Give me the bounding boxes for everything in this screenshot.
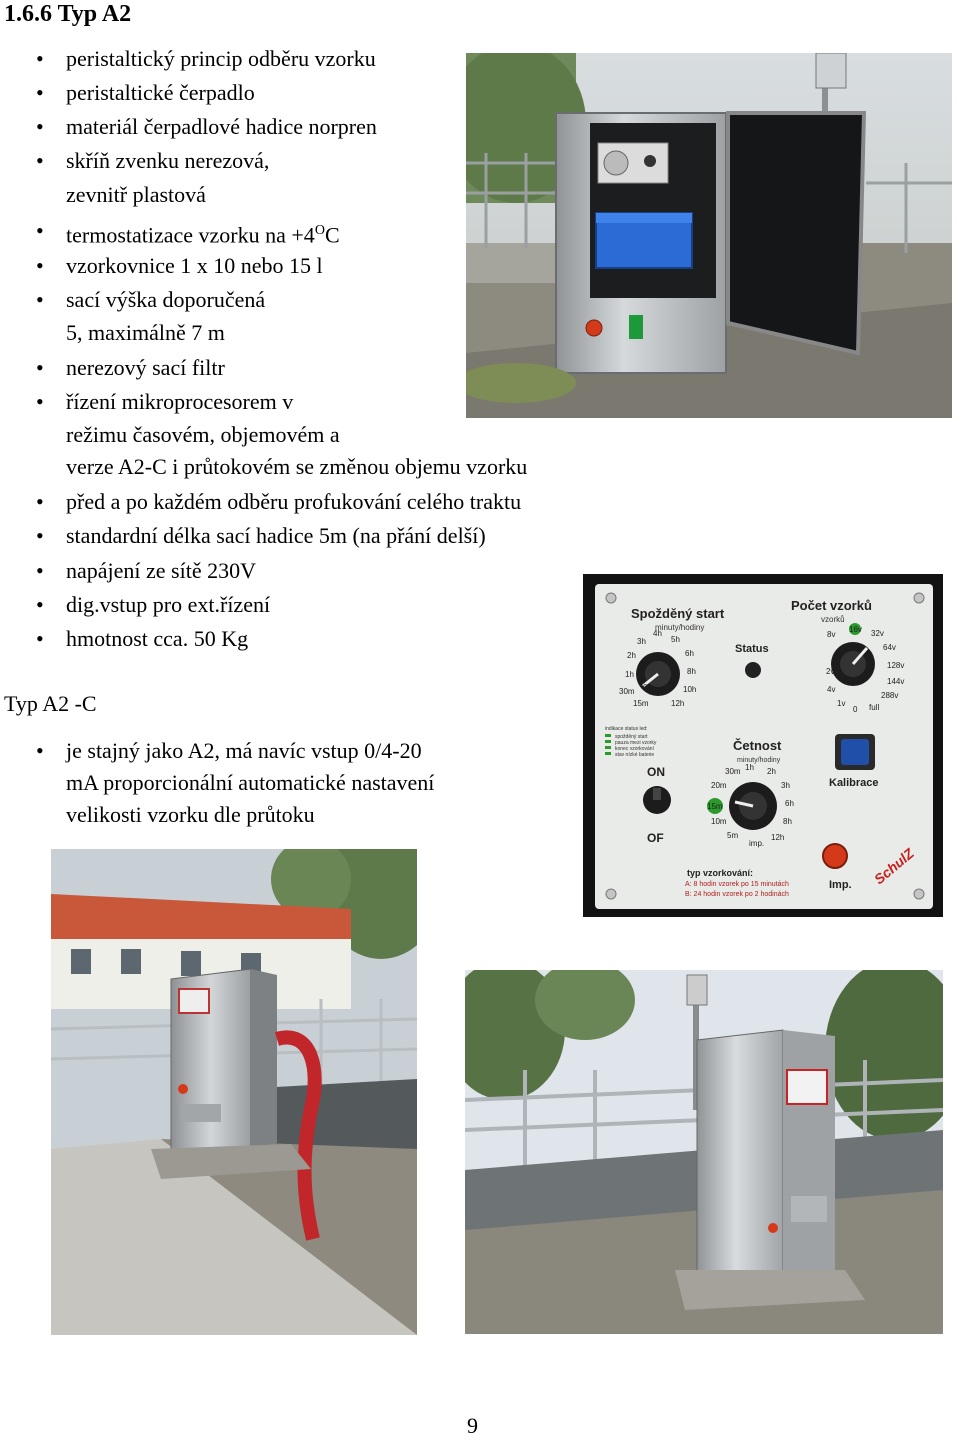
label-sampling-type: typ vzorkování:: [687, 868, 754, 878]
bullet-dot-icon: •: [36, 355, 44, 380]
photo-cabinet-with-hose: [51, 849, 417, 1335]
label-calibration: Kalibrace: [829, 777, 879, 789]
spec-item-continuation: režimu časovém, objemovém a: [66, 422, 340, 447]
bullet-dot-icon: •: [36, 287, 44, 312]
dial-tick: 12h: [671, 699, 685, 708]
label-frequency-unit: minuty/hodiny: [737, 757, 781, 764]
bullet-dot-icon: •: [36, 80, 44, 105]
spec-item: standardní délka sací hadice 5m (na přání delší): [66, 523, 486, 548]
photo-closed-cabinet: [465, 970, 943, 1334]
bullet-dot-icon: •: [36, 523, 44, 548]
calibration-button[interactable]: [835, 734, 875, 770]
dial-tick: 10m: [711, 817, 727, 826]
dial-tick: 15m: [707, 802, 723, 811]
dial-tick: 3h: [781, 781, 790, 790]
dial-tick: 5m: [727, 831, 739, 840]
label-off: OF: [647, 831, 664, 845]
svg-text:spožděný start: spožděný start: [615, 734, 648, 740]
dial-tick: 30m: [725, 767, 741, 776]
dial-tick: 32v: [871, 629, 884, 638]
power-switch[interactable]: [643, 786, 671, 814]
dial-tick: 2h: [627, 651, 636, 660]
label-status: Status: [735, 643, 769, 655]
dial-tick: 64v: [883, 643, 896, 652]
a2c-item: je stajný jako A2, má navíc vstup 0/4-20: [66, 738, 422, 763]
label-sample-count: Počet vzorků: [791, 598, 872, 613]
dial-tick: 20m: [711, 781, 727, 790]
dial-tick: imp.: [749, 839, 765, 848]
spec-item: před a po každém odběru profukování celého traktu: [66, 489, 522, 514]
dial-tick: 1v: [837, 699, 846, 708]
bullet-dot-icon: •: [36, 218, 44, 243]
dial-tick: 8h: [783, 817, 792, 826]
dial-tick: 10h: [683, 685, 697, 694]
subheading-a2c: Typ A2 -C: [4, 691, 97, 716]
bullet-dot-icon: •: [36, 253, 44, 278]
spec-item: skříň zvenku nerezová,: [66, 148, 270, 173]
brand-logo: SchulZ: [870, 845, 917, 888]
spec-item: hmotnost cca. 50 Kg: [66, 626, 249, 651]
dial-tick: 0: [853, 705, 858, 714]
bullet-dot-icon: •: [36, 558, 44, 583]
dial-tick: 288v: [881, 691, 899, 700]
spec-item: nerezový sací filtr: [66, 355, 225, 380]
imp-button[interactable]: [823, 844, 847, 868]
dial-tick: 5h: [671, 635, 680, 644]
spec-item-continuation: zevnitř plastová: [66, 182, 206, 207]
frequency-dial[interactable]: [729, 782, 777, 830]
degree-sup: O: [314, 223, 325, 238]
label-type-b: B: 24 hodin vzorek po 2 hodinách: [685, 891, 789, 898]
svg-text:konec vzorkování: konec vzorkování: [615, 746, 654, 752]
dial-tick: 128v: [887, 661, 905, 670]
bullet-dot-icon: •: [36, 592, 44, 617]
dial-tick: 2h: [767, 767, 776, 776]
bullet-dot-icon: •: [36, 114, 44, 139]
a2c-item-continuation: mA proporcionální automatické nastavení: [66, 770, 435, 795]
photo-open-cabinet: [466, 53, 952, 418]
bullet-dot-icon: •: [36, 626, 44, 651]
spec-item: peristaltický princip odběru vzorku: [66, 46, 376, 71]
dial-tick: 15m: [633, 699, 649, 708]
dial-tick: 3h: [637, 637, 646, 646]
dial-tick: 16v: [849, 625, 862, 634]
label-on: ON: [647, 765, 665, 779]
dial-tick: 6h: [685, 649, 694, 658]
spec-item: vzorkovnice 1 x 10 nebo 15 l: [66, 253, 323, 278]
label-frequency: Četnost: [733, 738, 782, 753]
dial-tick: 8h: [687, 667, 696, 676]
label-imp: Imp.: [829, 879, 852, 891]
bullet-dot-icon: •: [36, 389, 44, 414]
a2c-item-continuation: velikosti vzorku dle průtoku: [66, 802, 315, 827]
spec-item-continuation: verze A2-C i průtokovém se změnou objemu vzorku: [66, 454, 528, 479]
spec-item: řízení mikroprocesorem v: [66, 389, 294, 414]
spec-item: materiál čerpadlové hadice norpren: [66, 114, 377, 139]
spec-item: napájení ze sítě 230V: [66, 558, 256, 583]
bullet-dot-icon: •: [36, 148, 44, 173]
label-sample-count-unit: vzorků: [821, 615, 845, 624]
dial-tick: full: [869, 703, 880, 712]
dial-tick: 8v: [827, 630, 836, 639]
dial-tick: 4h: [653, 629, 662, 638]
spec-item: dig.vstup pro ext.řízení: [66, 592, 271, 617]
bullet-dot-icon: •: [36, 46, 44, 71]
svg-text:indikace status led:: indikace status led:: [605, 726, 648, 732]
sample-count-dial[interactable]: [831, 642, 875, 686]
dial-tick: 12h: [771, 833, 785, 842]
temp-unit: C: [324, 222, 340, 248]
dial-tick: 2v: [826, 667, 835, 676]
spec-item: peristaltické čerpadlo: [66, 80, 255, 105]
spec-item: sací výška doporučená: [66, 287, 266, 312]
svg-text:pauza mezi vzorky: pauza mezi vzorky: [615, 740, 657, 746]
bullet-dot-icon: •: [36, 489, 44, 514]
photo-control-panel: [583, 574, 943, 917]
dial-tick: 6h: [785, 799, 794, 808]
spec-item-temperature: termostatizace vzorku na $+4^OC$: [66, 222, 340, 248]
label-delayed-start-unit: minuty/hodiny: [655, 623, 705, 632]
dial-tick: 1h: [625, 670, 634, 679]
status-led: [745, 662, 761, 678]
spec-item-continuation: 5, maximálně 7 m: [66, 320, 225, 345]
label-delayed-start: Spožděný start: [631, 606, 725, 621]
dial-tick: 0: [643, 683, 648, 692]
dial-tick: 144v: [887, 677, 905, 686]
bullet-dot-icon: •: [36, 738, 44, 763]
dial-tick: 1h: [745, 763, 754, 772]
svg-text:stav nízké baterie: stav nízké baterie: [615, 752, 655, 758]
dial-tick: 4v: [827, 685, 836, 694]
section-heading: 1.6.6 Typ A2: [4, 1, 132, 27]
label-type-a: A: 8 hodin vzorek po 15 minutách: [685, 881, 789, 888]
page-number: 9: [467, 1413, 478, 1438]
dial-tick: 30m: [619, 687, 635, 696]
